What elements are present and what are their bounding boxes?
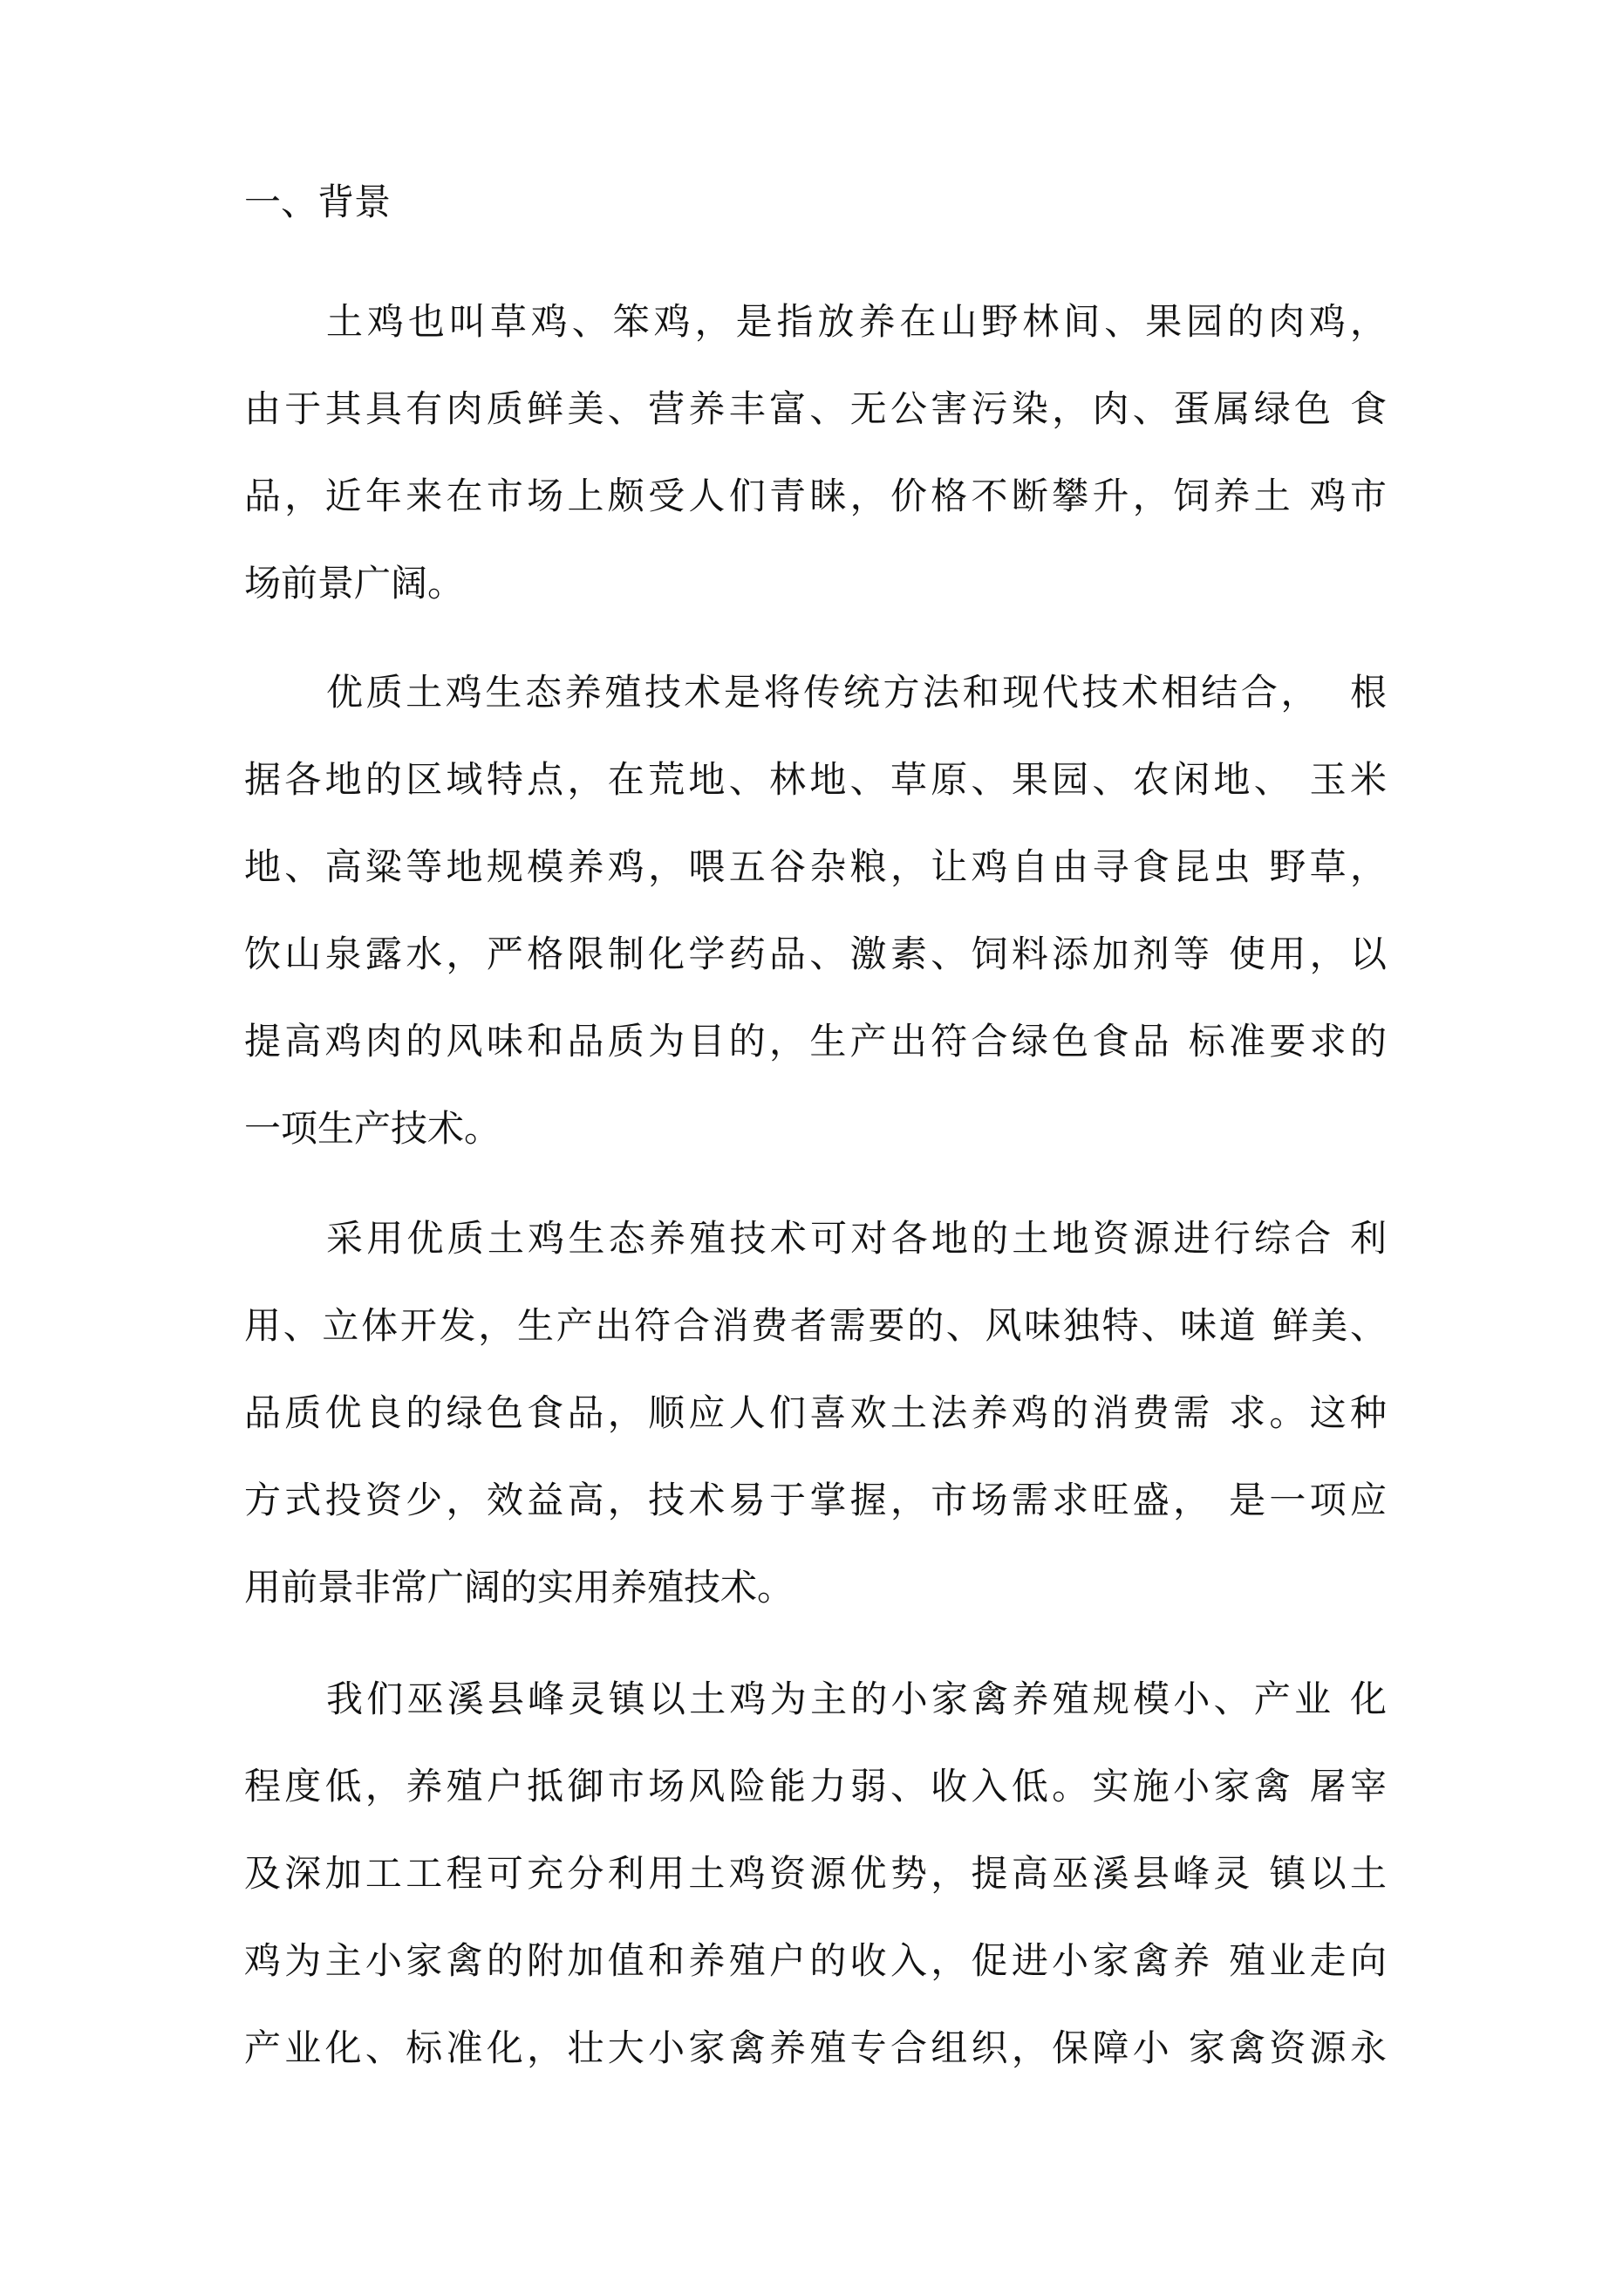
paragraph-2 (244, 649, 1387, 1172)
text-line: 据各地的区域特点，在荒地、林地、草原、果园、农闲地、 玉米 (244, 758, 1387, 801)
text-line: 品质优良的绿色食品，顺应人们喜欢土法养鸡的消费需 求。这种 (244, 1391, 1387, 1434)
text-line: 用前景非常广阔的实用养殖技术。 (244, 1566, 794, 1609)
text-line: 地、高粱等地规模养鸡，喂五谷杂粮，让鸡自由寻食昆虫 野草， (244, 845, 1387, 888)
paragraph-1 (244, 278, 1387, 627)
paragraph-4 (244, 1656, 1387, 2092)
section-heading: 一、背景 (244, 181, 392, 223)
text-line: 鸡为主小家禽的附加值和养殖户的收入，促进小家禽养 殖业走向 (244, 1939, 1387, 1982)
text-line: 场前景广阔。 (244, 562, 465, 605)
text-line: 提高鸡肉的风味和品质为目的，生产出符合绿色食品 标准要求的 (244, 1020, 1387, 1063)
text-line: 我们巫溪县峰灵镇以土鸡为主的小家禽养殖规模小、产业 化 (326, 1678, 1387, 1720)
paragraph-3 (244, 1195, 1387, 1631)
text-line: 采用优质土鸡生态养殖技术可对各地的土地资源进行综合 利 (326, 1217, 1387, 1260)
text-line: 由于其具有肉质鲜美、营养丰富、无公害污染，肉、蛋属绿色 食 (244, 387, 1387, 430)
text-line: 产业化、标准化，壮大小家禽养殖专合组织，保障小 家禽资源永 (244, 2026, 1387, 2069)
text-line: 饮山泉露水，严格限制化学药品、激素、饲料添加剂等 使用，以 (244, 933, 1387, 975)
text-line: 优质土鸡生态养殖技术是将传统方法和现代技术相结合， 根 (326, 671, 1387, 714)
text-line: 品，近年来在市场上颇受人们青睐，价格不断攀升，饲养土 鸡市 (244, 475, 1387, 517)
text-line: 土鸡也叫草鸡、笨鸡，是指放养在山野林间、果园的肉鸡， (326, 300, 1387, 343)
text-line: 用、立体开发，生产出符合消费者需要的、风味独特、味道 鲜美、 (244, 1304, 1387, 1347)
text-line: 及深加工工程可充分利用土鸡资源优势，提高巫溪县峰灵 镇以土 (244, 1852, 1387, 1895)
text-line: 程度低，养殖户抵御市场风险能力弱、收入低。实施小家禽 屠宰 (244, 1765, 1387, 1807)
text-line: 一项生产技术。 (244, 1107, 501, 1150)
text-line: 方式投资少，效益高，技术易于掌握，市场需求旺盛， 是一项应 (244, 1479, 1387, 1521)
